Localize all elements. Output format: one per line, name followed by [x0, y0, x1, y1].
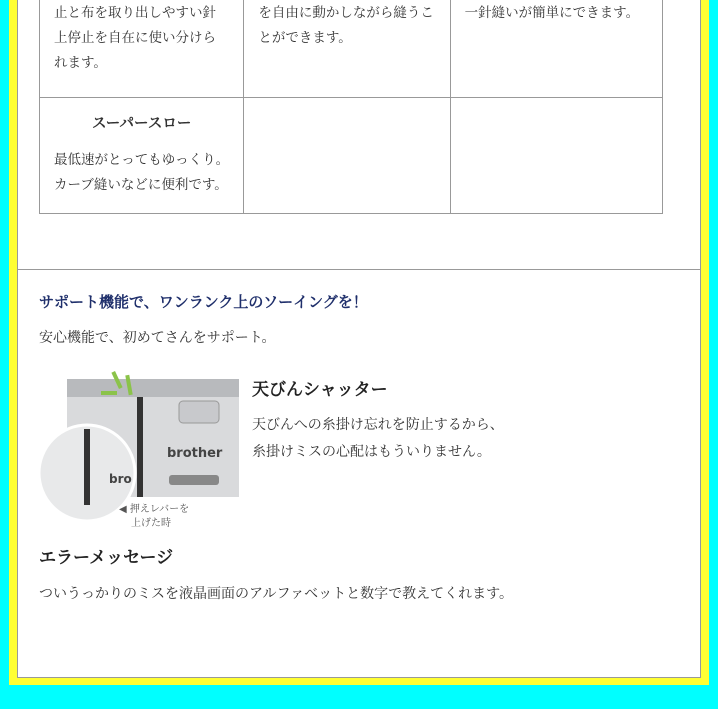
error-message-title: エラーメッセージ — [39, 548, 174, 568]
support-lead: 安心機能で、初めてさんをサポート。 — [39, 330, 276, 346]
table-row — [40, 0, 663, 98]
cell-title: スーパースロー — [92, 116, 192, 132]
feature-table — [39, 0, 663, 214]
cell-text: 最低速がとってもゆっくり。カーブ縫いなどに便利です。 — [54, 152, 230, 193]
brand-logo: brother — [167, 446, 223, 461]
error-message-desc: ついうっかりのミスを液晶画面のアルファベットと数字で教えてくれます。 — [39, 586, 514, 602]
feature-desc-line2: 糸掛けミスの心配はもういりません。 — [252, 444, 491, 460]
table-row — [40, 98, 663, 214]
control-panel — [179, 401, 219, 423]
thread-slot — [137, 397, 143, 497]
table-cell — [40, 0, 244, 98]
feature-title: 天びんシャッター — [252, 380, 388, 400]
machine-top — [67, 379, 239, 397]
support-heading: サポート機能で、ワンランク上のソーイングを！ — [39, 293, 368, 311]
table-cell — [40, 98, 244, 214]
cell-text: を自由に動かしながら縫うことができます。 — [258, 5, 434, 46]
cell-text: 止と布を取り出しやすい針上停止を自在に使い分けられます。 — [54, 5, 216, 71]
button-strip — [169, 475, 219, 485]
thread-shutter-illustration — [39, 371, 239, 531]
content-panel — [17, 0, 701, 678]
table-cell — [450, 0, 662, 98]
zoom-logo: bro — [109, 472, 132, 486]
cell-text: 一針縫いが簡単にできます。 — [464, 5, 640, 21]
feature-desc-line1: 天びんへの糸掛け忘れを防止するから、 — [252, 417, 504, 433]
caption-line2: 上げた時 — [131, 518, 171, 529]
section-divider — [18, 269, 700, 270]
caption-line1: ◀ 押えレバーを — [119, 504, 190, 515]
table-cell — [450, 98, 662, 214]
table-cell — [244, 98, 450, 214]
feature-desc — [252, 412, 504, 466]
table-cell — [244, 0, 450, 98]
zoom-slot — [84, 429, 90, 505]
